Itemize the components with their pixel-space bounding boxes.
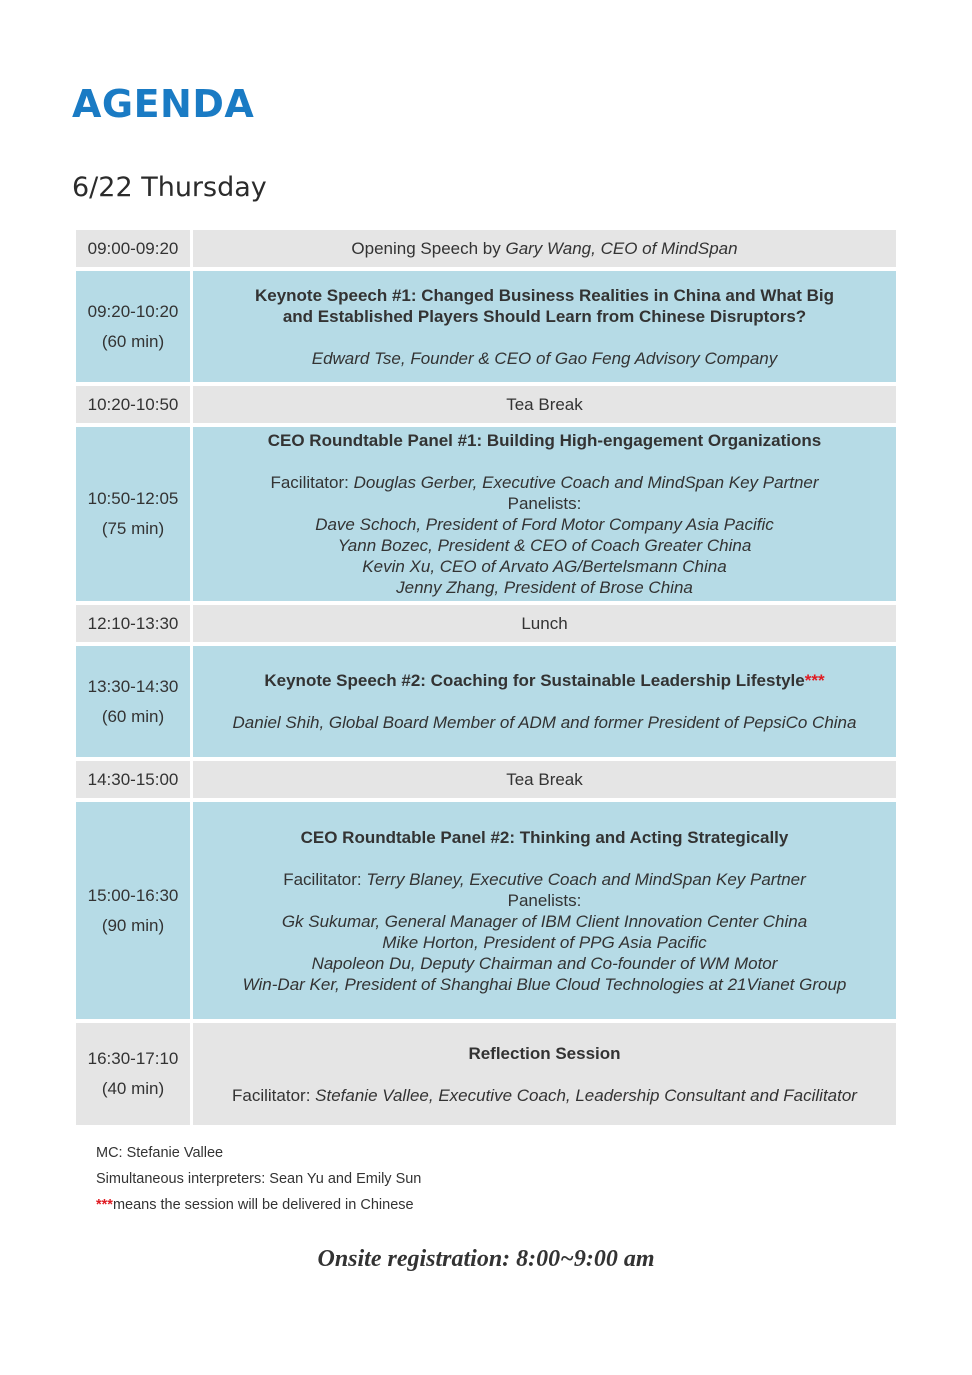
facilitator-label: Facilitator:: [270, 473, 354, 492]
time-range: 15:00-16:30: [87, 885, 179, 905]
duration: (60 min): [101, 706, 165, 726]
day-heading: 6/22 Thursday: [72, 172, 267, 203]
chinese-note: [96, 1192, 421, 1218]
session-content: [193, 605, 896, 642]
agenda-row-keynote-1: [76, 271, 896, 382]
duration: (60 min): [101, 331, 165, 351]
panelists-label: Panelists:: [507, 890, 582, 910]
agenda-notes: [96, 1140, 421, 1218]
facilitator-line: [199, 869, 890, 890]
chinese-session-mark: ***: [96, 1197, 113, 1213]
facilitator-label: Facilitator:: [232, 1085, 316, 1105]
time-range: 16:30-17:10: [87, 1049, 179, 1068]
facilitator-line: [199, 472, 890, 493]
session-time: [76, 646, 193, 757]
facilitator-name: Terry Blaney, Executive Coach and MindSpan Key Partner: [366, 869, 806, 889]
onsite-registration: Onsite registration: 8:00~9:00 am: [317, 1246, 655, 1272]
panelist: Kevin Xu, CEO of Arvato AG/Bertelsmann China: [362, 557, 727, 576]
session-title-cont: and Established Players Should Learn from Chinese Disruptors?: [282, 306, 807, 326]
panelist: Mike Horton, President of PPG Asia Pacific: [382, 932, 707, 952]
session-speaker: Edward Tse, Founder & CEO of Gao Feng Advisory Company: [311, 348, 778, 368]
session-content: [193, 230, 896, 267]
session-title: CEO Roundtable Panel #2: Thinking and Acting Strategically: [300, 827, 789, 847]
time-range: 09:00-09:20: [87, 238, 179, 258]
agenda-row-reflection: [76, 1023, 896, 1125]
session-label: Lunch: [521, 614, 568, 633]
time-range: 13:30-14:30: [87, 676, 179, 696]
session-content: [193, 761, 896, 798]
panelist: Jenny Zhang, President of Brose China: [396, 578, 693, 597]
duration: (40 min): [101, 1079, 165, 1098]
panelist: Napoleon Du, Deputy Chairman and Co-founder of WM Motor: [311, 953, 778, 973]
session-time: [76, 761, 193, 798]
session-content: [193, 646, 896, 757]
page-title: AGENDA: [72, 82, 255, 126]
session-title: CEO Roundtable Panel #1: Building High-engagement Organizations: [267, 431, 822, 450]
agenda-row-tea-break: [76, 386, 896, 423]
session-time: [76, 230, 193, 267]
session-content: [193, 427, 896, 601]
session-content: [193, 271, 896, 382]
session-speaker: Daniel Shih, Global Board Member of ADM and former President of PepsiCo China: [232, 713, 857, 732]
chinese-note-text: means the session will be delivered in Chinese: [112, 1197, 414, 1213]
duration: (75 min): [101, 519, 165, 538]
session-time: [76, 427, 193, 601]
facilitator-name: Douglas Gerber, Executive Coach and MindSpan Key Partner: [353, 473, 819, 492]
mc-note: MC: Stefanie Vallee: [96, 1145, 224, 1161]
facilitator-name: Stefanie Vallee, Executive Coach, Leadership Consultant and Facilitator: [315, 1085, 857, 1105]
session-time: [76, 271, 193, 382]
time-range: 10:50-12:05: [87, 489, 179, 508]
session-label: Tea Break: [506, 395, 583, 414]
panelists-label: Panelists:: [507, 494, 582, 513]
interpreters-note: Simultaneous interpreters: Sean Yu and Emily Sun: [96, 1171, 422, 1187]
agenda-row-lunch: [76, 605, 896, 642]
session-title: Keynote Speech #2: Coaching for Sustainable Leadership Lifestyle: [264, 671, 805, 690]
session-speaker: Gary Wang, CEO of MindSpan: [505, 239, 738, 258]
panelist: Gk Sukumar, General Manager of IBM Client Innovation Center China: [281, 911, 808, 931]
session-title: Reflection Session: [468, 1043, 621, 1063]
session-time: [76, 1023, 193, 1125]
session-title: Keynote Speech #1: Changed Business Realities in China and What Big: [254, 285, 835, 305]
agenda-row-panel-2: [76, 802, 896, 1019]
session-content: [193, 802, 896, 1019]
session-content: [193, 1023, 896, 1125]
panelist: Win-Dar Ker, President of Shanghai Blue Cloud Technologies at 21Vianet Group: [242, 974, 847, 994]
session-content: [193, 386, 896, 423]
agenda-row-tea-break: [76, 761, 896, 798]
session-time: [76, 386, 193, 423]
agenda-table: [76, 226, 896, 1129]
facilitator-label: Facilitator:: [283, 869, 367, 889]
session-label: Tea Break: [506, 770, 583, 789]
time-range: 14:30-15:00: [87, 769, 179, 789]
session-title-line: [199, 670, 890, 691]
panelist: Dave Schoch, President of Ford Motor Company Asia Pacific: [315, 515, 774, 534]
agenda-row-panel-1: [76, 427, 896, 601]
agenda-row-opening: [76, 230, 896, 267]
chinese-session-mark: ***: [804, 671, 825, 690]
time-range: 12:10-13:30: [87, 613, 179, 633]
session-lead: Opening Speech by: [351, 239, 506, 258]
agenda-row-keynote-2: [76, 646, 896, 757]
panelist: Yann Bozec, President & CEO of Coach Greater China: [337, 536, 752, 555]
facilitator-line: [199, 1085, 890, 1106]
session-time: [76, 605, 193, 642]
time-range: 10:20-10:50: [87, 394, 179, 414]
duration: (90 min): [101, 915, 165, 935]
session-time: [76, 802, 193, 1019]
time-range: 09:20-10:20: [87, 301, 179, 321]
